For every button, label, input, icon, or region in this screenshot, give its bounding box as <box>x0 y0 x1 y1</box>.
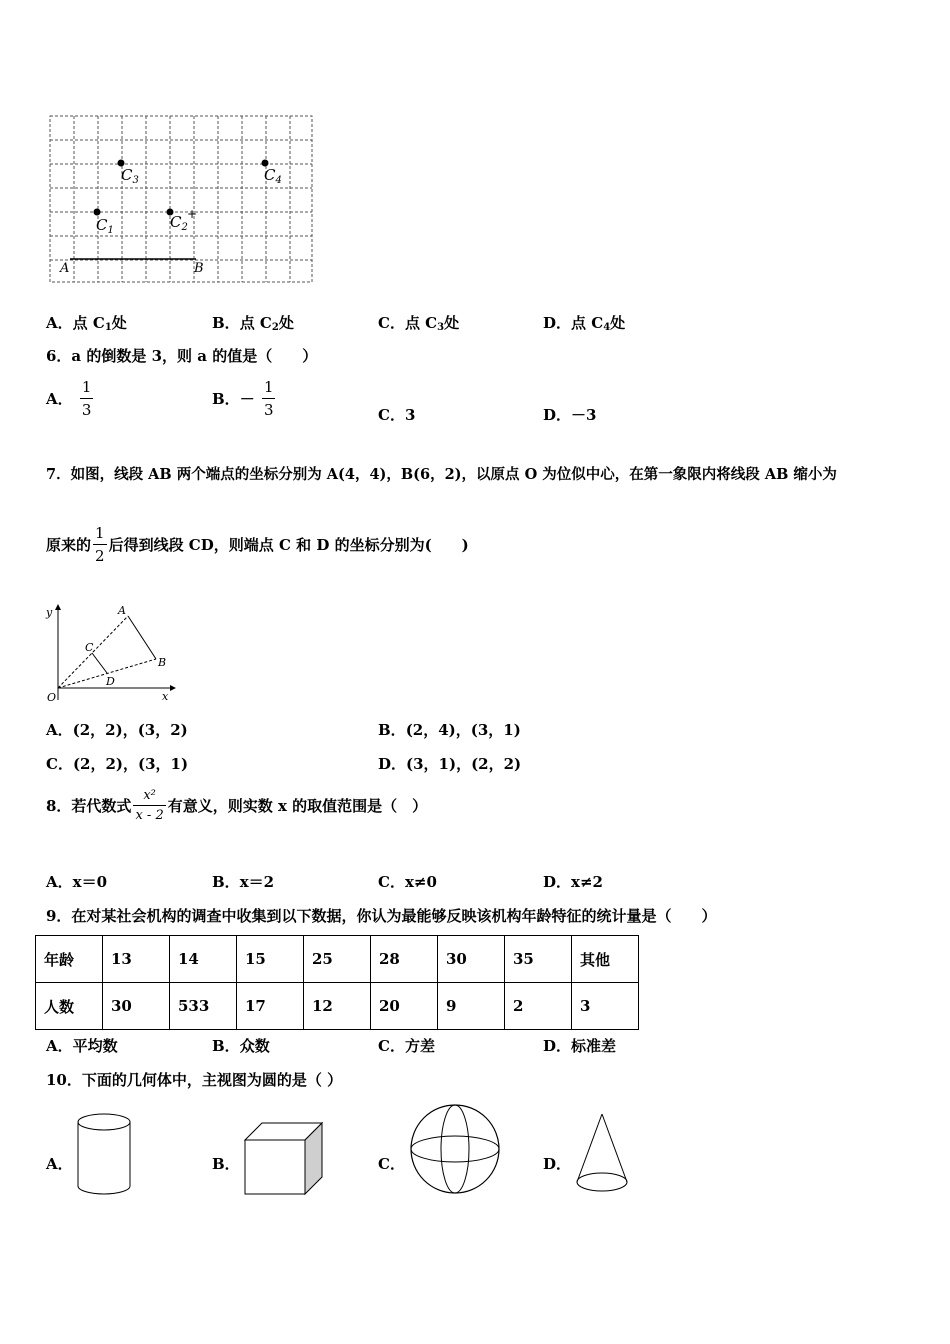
q7-stem-line1: 7．如图，线段 AB 两个端点的坐标分别为 A(4，4)，B(6，2)，以原点 O 为位似中心，在第一象限内将线段 AB 缩小为 <box>46 466 837 483</box>
cursor-mark: + <box>187 207 198 221</box>
svg-text:D: D <box>106 675 115 688</box>
cube-icon <box>240 1118 328 1198</box>
label-c4: $C_4$ <box>264 166 282 186</box>
q9-option-d[interactable]: D．标准差 <box>543 1037 617 1055</box>
q10-option-b[interactable]: B． <box>212 1155 240 1173</box>
q10-option-d[interactable]: D． <box>543 1155 572 1173</box>
table-row: 人数 30 533 17 12 20 9 2 3 <box>36 983 639 1030</box>
svg-text:y: y <box>46 606 53 619</box>
q7-stem-line2: 原来的 $\frac{1}{2}$ 后得到线段 CD，则端点 C 和 D 的坐标分别为( ) <box>46 524 469 565</box>
q8-option-c[interactable]: C．x≠0 <box>378 873 437 891</box>
q8-option-d[interactable]: D．x≠2 <box>543 873 603 891</box>
q9-stem: 9．在对某社会机构的调查中收集到以下数据，你认为最能够反映该机构年龄特征的统计量是（ ） <box>46 907 717 925</box>
q8-stem: 8．若代数式 $\frac{\text{x²}}{x - 2}$ 有意义，则实数 x 的取值范围是（ ） <box>46 788 428 823</box>
grid-figure <box>46 112 318 288</box>
q5-option-c[interactable]: C．点 $C_3$处 <box>378 314 460 333</box>
q7-option-d[interactable]: D．(3，1)，(2，2) <box>378 755 522 773</box>
q6-option-c[interactable]: C．3 <box>378 406 416 424</box>
label-c1: $C_1$ <box>96 216 114 236</box>
cylinder-icon <box>72 1110 136 1198</box>
q5-option-b[interactable]: B．点 $C_2$处 <box>212 314 294 333</box>
q8-option-b[interactable]: B．x＝2 <box>212 873 275 891</box>
svg-text:C: C <box>85 641 94 654</box>
q8-option-a[interactable]: A．x＝0 <box>46 873 108 891</box>
q5-option-d[interactable]: D．点 $C_4$处 <box>543 314 626 333</box>
label-c2: $C_2$ <box>170 213 188 233</box>
q6-option-d[interactable]: D．－3 <box>543 406 597 424</box>
label-a: A <box>60 261 70 276</box>
q7-option-c[interactable]: C．(2，2)，(3，1) <box>46 755 189 773</box>
svg-text:B: B <box>158 656 167 669</box>
label-c3: $C_3$ <box>121 166 139 186</box>
sphere-icon <box>408 1102 502 1196</box>
q9-option-a[interactable]: A．平均数 <box>46 1037 118 1055</box>
q6-stem: 6．a 的倒数是 3，则 a 的值是（ ） <box>46 347 318 365</box>
q10-stem: 10．下面的几何体中，主视图为圆的是（ ） <box>46 1071 343 1089</box>
svg-text:x: x <box>162 690 169 703</box>
q7-option-a[interactable]: A．(2，2)，(3，2) <box>46 721 188 739</box>
table-row: 年龄 13 14 15 25 28 30 35 其他 <box>36 936 639 983</box>
point-c1 <box>94 209 101 216</box>
q10-option-a[interactable]: A． <box>46 1155 73 1173</box>
q10-option-c[interactable]: C． <box>378 1155 405 1173</box>
svg-text:A: A <box>118 604 126 617</box>
q7-figure <box>44 600 180 710</box>
age-table <box>35 935 639 1030</box>
q7-option-b[interactable]: B．(2，4)，(3，1) <box>378 721 521 739</box>
svg-text:O: O <box>47 691 57 704</box>
q6-option-b[interactable]: B．－ $\frac{1}{3}$ <box>212 378 274 419</box>
cone-icon <box>572 1110 632 1196</box>
q9-option-c[interactable]: C．方差 <box>378 1037 435 1055</box>
q9-option-b[interactable]: B．众数 <box>212 1037 270 1055</box>
label-b: B <box>194 261 204 276</box>
q6-option-a[interactable]: A． $\frac{1}{3}$ <box>46 378 92 419</box>
q5-option-a[interactable]: A．点 $C_1$处 <box>46 314 127 333</box>
